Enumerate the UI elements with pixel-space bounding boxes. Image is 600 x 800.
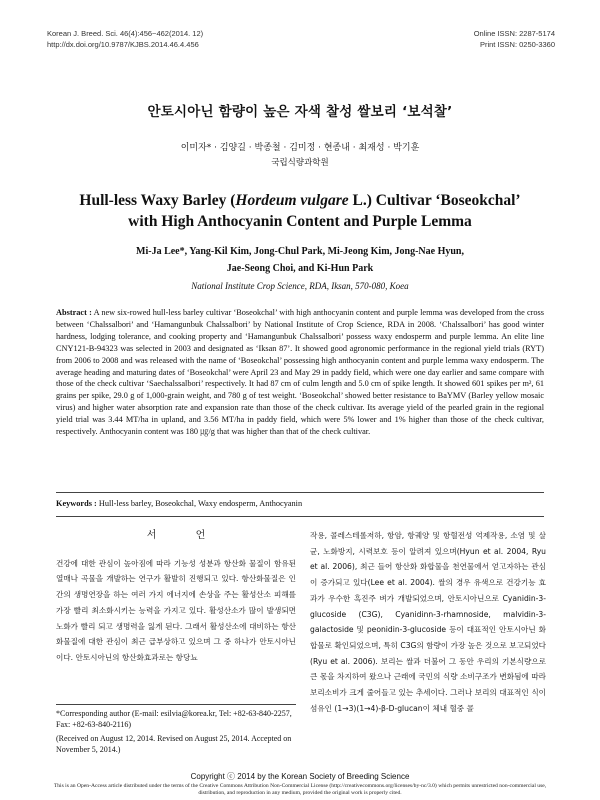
korean-affiliation: 국립식량과학원	[271, 158, 329, 168]
english-title-pre: Hull-less Waxy Barley (	[79, 192, 236, 209]
english-affiliation: National Institute Crop Science, RDA, Iksan, 570-080, Koea	[191, 281, 409, 291]
online-issn: Online ISSN: 2287-5174	[473, 29, 555, 38]
journal-header	[47, 28, 203, 50]
abstract-label: Abstract :	[56, 308, 92, 317]
keywords-label: Keywords :	[56, 499, 97, 508]
intro-right-column	[310, 528, 546, 716]
doi-link[interactable]: http://dx.doi.org/10.9787/KJBS.2014.46.4.456	[47, 40, 199, 49]
english-authors-line2: Jae-Seong Choi, and Ki-Hun Park	[226, 263, 374, 274]
english-authors-line1: Mi-Ja Lee*, Yang-Kil Kim, Jong-Chul Park, Mi-Jeong Kim, Jong-Nae Hyun,	[136, 246, 464, 257]
abstract	[56, 307, 544, 438]
intro-left-text: 건강에 대한 관심이 높아짐에 따라 기능성 성분과 항산화 물질이 함유된 열매나 곡물을 개발하는 연구가 활발히 진행되고 있다. 항산화물질은 인간의 생명연장을 하는 여러 가지 에너지에 손상을 주는 활성산소 피해를 가장 빨리 최소화시키는 능력을 가지고 있다. 활성산소가 많이 발생되면 노화가 빨리 되고 생명력을 잃게 된다. 그래서 활성산소에 대비하는 항산화물질에 대한 관심이 최근 급부상하고 있으며 그 중 하나가 안토시아닌이다. 안토시아닌의 항산화효과로는 항당뇨	[56, 558, 296, 662]
abstract-text: A new six-rowed hull-less barley cultivar ‘Boseokchal’ with high anthocyanin content and purple lemma was developed from the cross between ‘Chalssalbori’ and ‘Hamangunbuk Chalssalbori’ by National Institute of Crop Science, RDA in 2008. ‘Chalssalbori’ has good winter hardness, lodging tolerance, and cooking property and ‘Hamangunbuk Chalssalbori’ possess waxy endosperm and purple lemma. An elite line CNY121-B-94323 was selected in 2003 and designated as ‘Iksan 87’. It showed good agronomic performance in the regional yield trials (RYT) from 2006 to 2008 and was released with the name of ‘Boseokchal’ possessing high anthocyanin content and purple lemma waxy endosperm. The average heading and maturing dates of ‘Boseokchal’ were April 23 and May 29 in paddy field, which were one day earlier and same compare with those of the check cultivar ‘Saechalssalbori’ respectively. It had 87 cm of culm length and 5.0 cm of spike length. It showed 601 spikes per m², 61 grains per spike, 29.0 g of 1,000-grain weight, and 780 g of test weight. ‘Boseokchal’ showed better resistance to BaYMV (Barley yellow mosaic virus) and higher water absorption rate and expansion rate than those of the check cultivar. Its average yield of the pearled grain in the regional yield trial was 3.44 MT/ha in upland, and 3.56 MT/ha in paddy field, which were 5% lower and 1% higher than those of the check cultivar, respectively. Anthocyanin content was 180 ㎍/g that was higher than that of the check cultivar.	[56, 308, 545, 437]
intro-left-column	[56, 528, 296, 666]
english-title-line2: with High Anthocyanin Content and Purple Lemma	[128, 213, 472, 230]
divider-bottom	[56, 516, 544, 517]
english-title-post: L.) Cultivar ‘Boseokchal’	[348, 192, 521, 209]
journal-citation: Korean J. Breed. Sci. 46(4):456~462(2014. 12)	[47, 29, 204, 38]
issn-header	[474, 28, 555, 50]
korean-title: 안토시아닌 함량이 높은 자색 찰성 쌀보리 ‘보석찰’	[147, 104, 453, 120]
english-authors	[40, 243, 560, 277]
intro-right-text: 작용, 콜레스테롤저하, 항암, 항궤양 및 항혈전성 억제작용, 소염 및 살균, 노화방지, 시력보호 등이 알려져 있으며(Hyun et al. 2004, Ryu et al. 2006), 최근 들어 항산화 화합물을 천연물에서 얻고자하는 관심이 증가되고 있다(Lee et al. 2004). 쌀의 경우 유색으로 건강기능 효과가 우수한 흑진주 벼가 개발되었으며, 안토시아닌으로 Cyanidin-3-glucoside (C3G), Cyanidinn-3-rhamnoside, malvidin-3-galactoside 및 peonidin-3-glucoside 등이 대표적인 안토시아닌 화합물로 확인되었으며, 특히 C3G의 함량이 가장 높은 것으로 보고되었다(Ryu et al. 2006). 보리는 쌀과 더불어 그 동안 우리의 기본식량으로 큰 몫을 차지하여 왔으나 근래에 국민의 식량 소비구조가 변화됨에 따라 보리소비가 크게 줄어들고 있는 추세이다. 그러나 보리의 대표적인 식이섬유인 (1→3)(1→4)-β-D-glucan이 체내 혈중 콜	[310, 531, 546, 713]
section-title: 서 언	[146, 530, 224, 541]
copyright: Copyright ⓒ 2014 by the Korean Society of Breeding Science	[190, 772, 410, 781]
english-title	[40, 190, 560, 232]
keywords	[56, 499, 544, 508]
print-issn: Print ISSN: 0250-3360	[479, 40, 555, 49]
divider-top	[56, 492, 544, 493]
korean-authors: 이미자* · 김양길 · 박종철 · 김미정 · 현종내 · 최재성 · 박기훈	[180, 143, 420, 153]
license-text: This is an Open-Access article distributed under the terms of the Creative Commons Attribution Non-Commercial License (http://creativecommons.org/licenses/by-nc/3.0) which permits unrestricted non-commercial use, distribution, and reproduction in any medium, provided the original work is properly cited.	[53, 783, 547, 796]
english-title-species: Hordeum vulgare	[235, 192, 349, 209]
received-dates: (Received on August 12, 2014. Revised on August 25, 2014. Accepted on November 5, 2014.)	[56, 734, 292, 754]
corresponding-author: *Corresponding author (E-mail: esilvia@korea.kr, Tel: +82-63-840-2257, Fax: +82-63-840-2116)	[56, 709, 292, 729]
footnote-rule	[56, 704, 296, 705]
keywords-text: Hull-less barley, Boseokchal, Waxy endosperm, Anthocyanin	[98, 499, 303, 508]
